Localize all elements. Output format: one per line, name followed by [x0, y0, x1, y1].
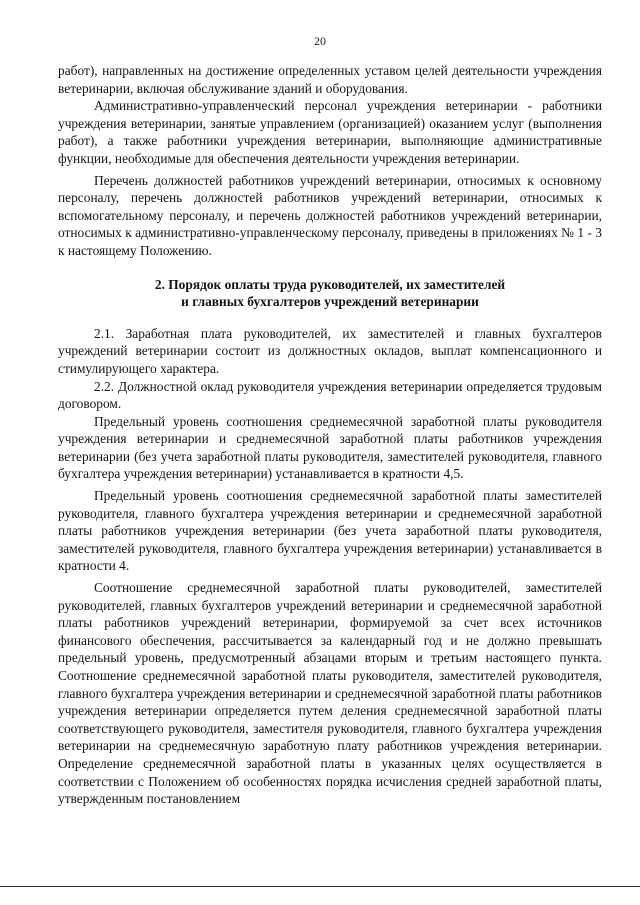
- paragraph-staff-lists: Перечень должностей работников учреждений ветеринарии, относимых к основному персоналу, перечень должностей работников учреждений ветеринарии, относимых к вспомогательному персоналу, и перечень должностей работников учреждений ветеринарии, относимых к административно-управленческому персоналу, приведены в приложениях № 1 - 3 к настоящему Положению.: [58, 172, 602, 258]
- paragraph-limit-director: Предельный уровень соотношения среднемесячной заработной платы руководителя учреждения ветеринарии и среднемесячной заработной платы работников учреждения ветеринарии (без учета заработной платы руководителя, заместителей руководителя, главного бухгалтера учреждения ветеринарии) устанавливается в кратности 4,5.: [58, 413, 602, 482]
- paragraph-ratio: Соотношение среднемесячной заработной платы руководителей, заместителей руководителей, главных бухгалтеров учреждений ветеринарии и среднемесячной заработной платы работников учреждений ветеринарии, формируемой за счет всех источников финансового обеспечения, рассчитывается за календарный год и не должно превышать предельный уровень, предусмотренный абзацами вторым и третьим настоящего пункта. Соотношение среднемесячной заработной платы руководителя, заместителей руководителя, главного бухгалтера учреждения ветеринарии и среднемесячной заработной платы работников учреждения ветеринарии определяется путем деления среднемесячной заработной платы соответствующего руководителя, заместителя руководителя, главного бухгалтера учреждения ветеринарии на среднемесячную заработную плату работников учреждения ветеринарии. Определение среднемесячной заработной платы в указанных целях осуществляется в соответствии с Положением об особенностях порядка исчисления средней заработной платы, утвержденным постановлением: [58, 580, 602, 807]
- bottom-rule: [0, 886, 640, 887]
- paragraph-continuation: работ), направленных на достижение определенных уставом целей деятельности учреждения ветеринарии, включая обслуживание зданий и оборудования.: [58, 63, 602, 96]
- paragraph-2-1: 2.1. Заработная плата руководителей, их заместителей и главных бухгалтеров учреждений ветеринарии состоит из должностных окладов, выплат компенсационного и стимулирующего характера.: [58, 325, 602, 376]
- paragraph-limit-deputies: Предельный уровень соотношения среднемесячной заработной платы заместителей руководителя, главного бухгалтера учреждения ветеринарии и среднемесячной заработной платы работников учреждения ветеринарии (без учета заработной платы руководителя, заместителей руководителя, главного бухгалтера учреждения ветеринарии) устанавливается в кратности 4.: [58, 488, 602, 574]
- section-2-heading-line1: 2. Порядок оплаты труда руководителей, их заместителей: [154, 276, 506, 292]
- document-body: [58, 62, 602, 808]
- section-2-heading: [58, 276, 602, 311]
- paragraph-2-2: 2.2. Должностной оклад руководителя учреждения ветеринарии определяется трудовым договором.: [58, 378, 602, 412]
- section-2-heading-line2: и главных бухгалтеров учреждений ветеринарии: [181, 294, 479, 310]
- paragraph-admin-staff: Административно-управленческий персонал учреждения ветеринарии - работники учреждения ветеринарии, занятые управлением (организацией) оказанием услуг (выполнения работ), а также работники учреждения ветеринарии, выполняющие административные функции, необходимые для обеспечения деятельности учреждения ветеринарии.: [58, 98, 602, 166]
- page-number: 20: [314, 34, 326, 48]
